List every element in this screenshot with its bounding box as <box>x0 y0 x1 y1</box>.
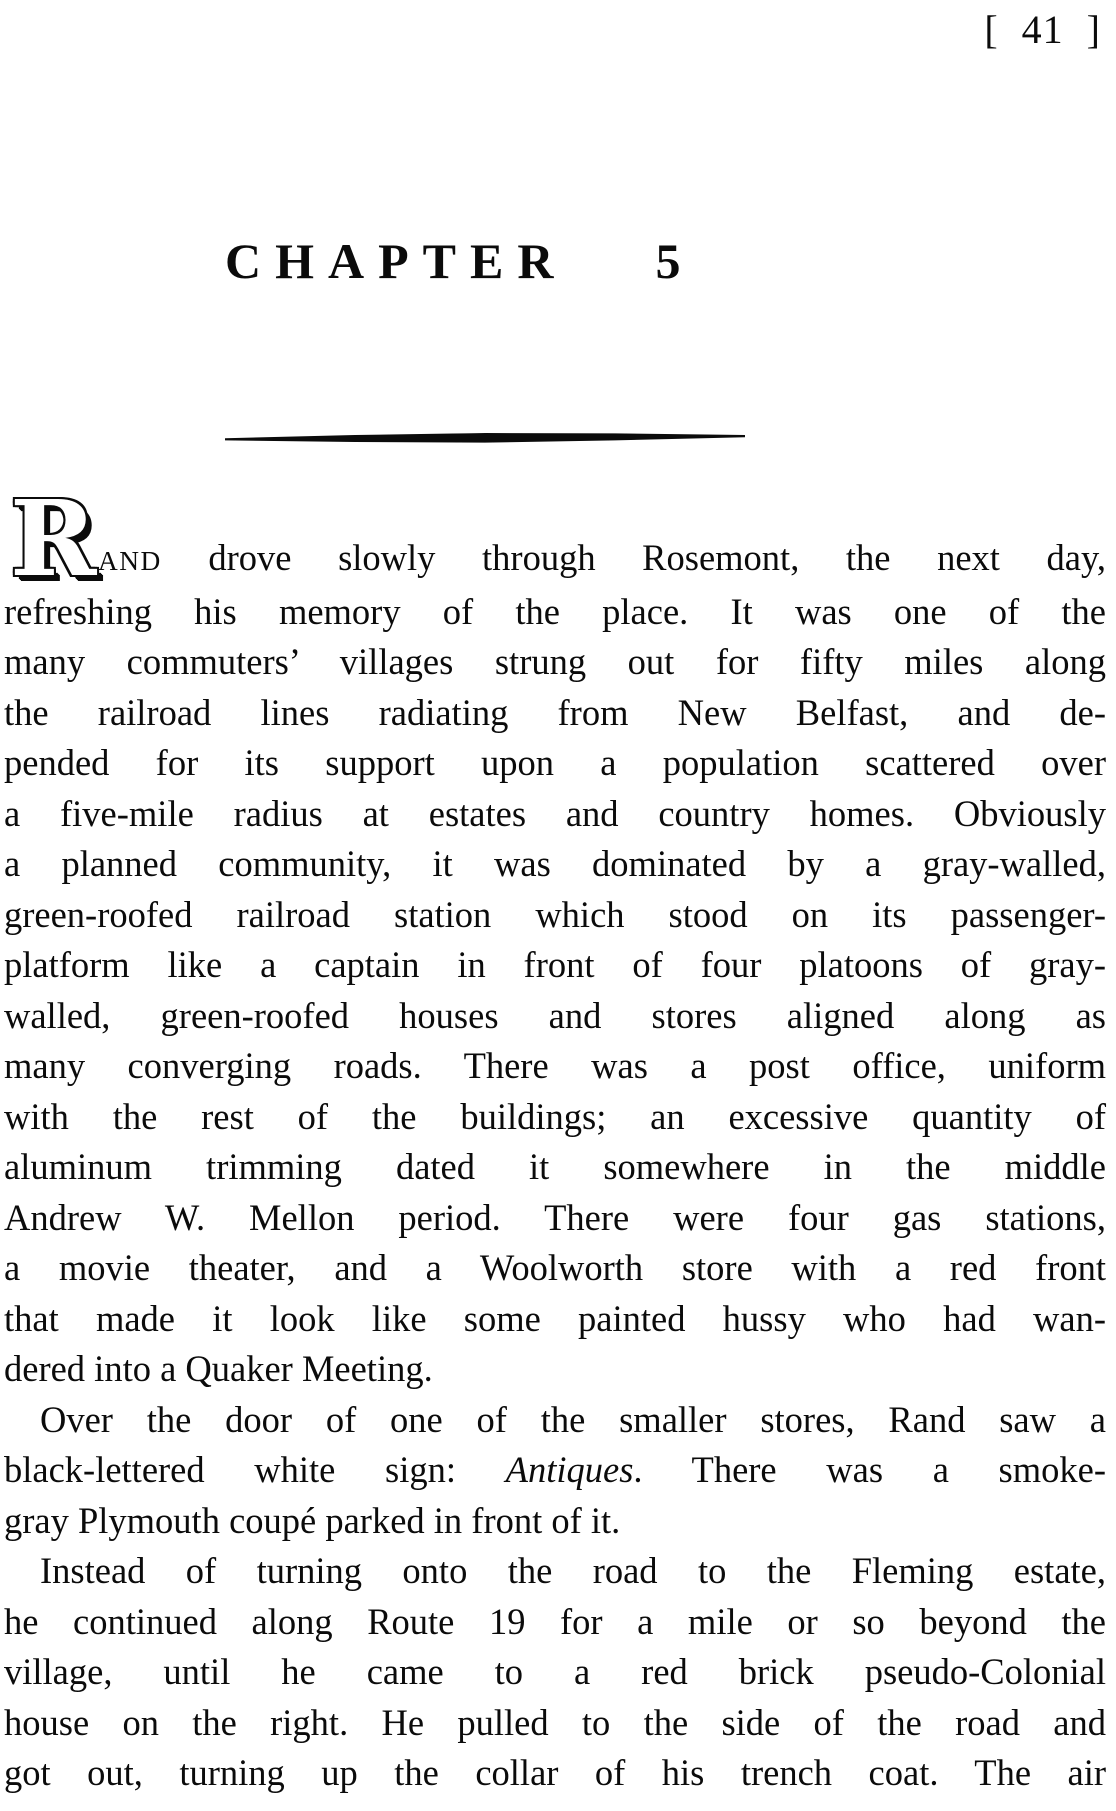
body-text-segment: village, until he came to a red brick pseudo-Colonial <box>4 1651 1106 1692</box>
body-text <box>4 477 1107 1799</box>
body-text-segment: with the rest of the buildings; an excessive quantity of <box>4 1095 1106 1137</box>
drop-cap: R <box>10 477 97 600</box>
body-text-segment: platform like a captain in front of four platoons of gray- <box>4 944 1106 985</box>
text-line <box>4 637 1106 688</box>
text-line <box>4 1294 1106 1345</box>
text-line <box>4 1647 1106 1698</box>
small-caps-text: AND <box>98 546 162 576</box>
paragraph <box>4 533 1106 1395</box>
text-line <box>4 1445 1106 1496</box>
body-text-segment: he continued along Route 19 for a mile or so beyond the <box>4 1600 1106 1642</box>
body-text-segment: Andrew W. Mellon period. There were four gas stations, <box>4 1196 1106 1238</box>
text-line <box>4 1142 1106 1193</box>
body-text-segment: that made it look like some painted hussy who had wan- <box>4 1297 1106 1339</box>
body-text-segment: gray Plymouth coupé parked in front of it. <box>4 1499 621 1541</box>
body-text-segment: refreshing his memory of the place. It was one of the <box>4 590 1106 632</box>
body-text-segment: the railroad lines radiating from New Belfast, and de- <box>4 691 1106 733</box>
body-text-segment: dered into a Quaker Meeting. <box>4 1348 433 1389</box>
text-line <box>4 1496 1106 1547</box>
text-line <box>4 738 1106 789</box>
chapter-label: CHAPTER <box>225 233 568 289</box>
text-line <box>4 789 1106 840</box>
text-line <box>4 1193 1106 1244</box>
text-line <box>4 1748 1106 1799</box>
paragraph <box>4 1395 1106 1547</box>
page-number: [ 41 ] <box>984 7 1101 52</box>
text-line <box>4 1597 1106 1648</box>
body-text-segment: many converging roads. There was a post office, uniform <box>4 1045 1106 1086</box>
text-line <box>4 1243 1106 1294</box>
paragraph <box>4 1546 1106 1799</box>
body-text-segment: a movie theater, and a Woolworth store with a red front <box>4 1247 1106 1288</box>
body-text-segment: got out, turning up the collar of his trench coat. The air <box>4 1752 1106 1793</box>
body-text-segment: pended for its support upon a population scattered over <box>4 742 1106 783</box>
text-line <box>4 1698 1106 1749</box>
text-line <box>4 587 1106 638</box>
text-line <box>4 940 1106 991</box>
text-line <box>4 533 1106 587</box>
body-text-segment: many commuters’ villages strung out for fifty miles along <box>4 641 1106 682</box>
body-text-segment: Over the door of one of the smaller stores, Rand saw a <box>40 1398 1106 1440</box>
text-line <box>4 1344 1106 1395</box>
chapter-heading <box>225 233 681 289</box>
text-line <box>4 890 1106 941</box>
body-text-segment: Instead of turning onto the road to the Fleming estate, <box>40 1550 1106 1591</box>
text-line <box>4 688 1106 739</box>
body-text-segment: house on the right. He pulled to the side of the road and <box>4 1701 1106 1743</box>
swelled-rule-divider <box>225 431 745 444</box>
text-line <box>4 1041 1106 1092</box>
italic-text: Antiques <box>505 1449 634 1490</box>
text-line <box>4 1092 1106 1143</box>
body-text-segment: drove slowly through Rosemont, the next day, <box>161 537 1106 578</box>
chapter-number: 5 <box>655 233 681 289</box>
text-line <box>4 1546 1106 1597</box>
body-text-segment: black-lettered white sign: <box>4 1449 506 1490</box>
body-text-segment: aluminum trimming dated it somewhere in the middle <box>4 1146 1106 1187</box>
text-line <box>4 1395 1106 1446</box>
body-text-segment: green-roofed railroad station which stood on its passenger- <box>4 893 1106 935</box>
text-line <box>4 839 1106 890</box>
text-line <box>4 991 1106 1042</box>
body-text-segment: walled, green-roofed houses and stores aligned along as <box>4 994 1106 1036</box>
body-text-segment: . There was a smoke- <box>633 1449 1107 1490</box>
body-text-segment: a five-mile radius at estates and country homes. Obviously <box>4 792 1106 834</box>
body-text-segment: a planned community, it was dominated by a gray-walled, <box>4 843 1106 884</box>
